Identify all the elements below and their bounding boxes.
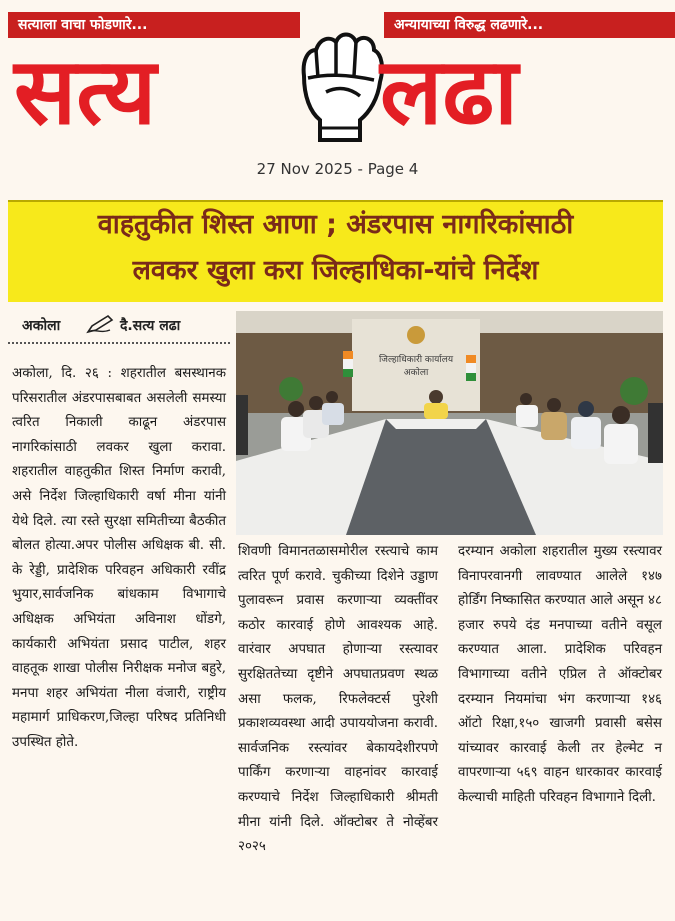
article-column-3: दरम्यान अकोला शहरातील मुख्य रस्त्यावर विनापरवानगी लावण्यात आलेले १४७ होर्डिंग निष्कासित करण्यात आले असून ४८ हजार रुपये दंड मनपाच्या वतीने वसूल करण्यात आला. प्रादेशिक परिवहन विभागाच्या वतीने एप्रिल ते ऑक्टोबर दरम्यान नियमांचा भंग करणाऱ्या १४६ ऑटो रिक्षा,१५० खाजगी प्रवासी बसेस यांच्यावर कारवाई केली तर हेल्मेट न वापरणाऱ्या ५६९ वाहन धारकावर कारवाई केल्याची माहिती परिवहन विभागाने दिली. <box>458 544 662 805</box>
byline-place: अकोला <box>22 318 61 334</box>
article-column-2: शिवणी विमानतळासमोरील रस्त्याचे काम त्वरित पूर्ण करावे. चुकीच्या दिशेने उड्डाण पुलावरून प्रवास करणाऱ्या व्यक्तींवर कठोर कारवाई होणे आवश्यक आहे. वारंवार अपघात होणाऱ्या रस्त्यावर सुरक्षिततेच्या दृष्टीने अपघातप्रवण स्थळ असा फलक, रिफलेक्टर्स पुरेशी प्रकाशव्यवस्था आदी उपाययोजना करावी. सार्वजनिक रस्त्यांवर बेकायदेशीरपणे पार्किंग करणाऱ्या वाहनांवर कारवाई करण्याचे निर्देश जिल्हाधिकारी श्रीमती मीना यांनी दिले. ऑक्टोबर ते नोव्हेंबर २०२५ <box>238 544 438 855</box>
emblem-icon <box>407 326 425 344</box>
photo-board-line2: अकोला <box>403 368 429 378</box>
tagline-right: अन्यायाच्या विरुद्ध लढणारे... <box>384 12 675 38</box>
article-headline <box>8 200 663 302</box>
masthead <box>0 0 675 178</box>
byline <box>8 308 230 344</box>
meeting-photo <box>236 311 663 535</box>
tagline-left: सत्याला वाचा फोडणारे... <box>8 12 300 38</box>
page-date: 27 Nov 2025 - Page 4 <box>256 160 419 178</box>
masthead-title-left: सत्य <box>14 37 157 145</box>
headline-line-2: लवकर खुला करा जिल्हाधिका-यांचे निर्देश <box>132 255 539 286</box>
byline-paper: दै.सत्य लढा <box>120 318 181 334</box>
masthead-title-right: लढा <box>380 37 519 145</box>
headline-line-1: वाहतुकीत शिस्त आणा ; अंडरपास नागरिकांसाठी <box>97 209 574 240</box>
pen-icon <box>86 314 114 334</box>
raised-fist-icon <box>286 20 390 144</box>
photo-board-line1: जिल्हाधिकारी कार्यालय <box>378 355 454 365</box>
article-column-1: अकोला, दि. २६ : शहरातील बसस्थानक परिसरातील अंडरपासबाबत असलेली समस्या त्वरित निकाली काढून अंडरपास नागरिकांसाठी लवकर खुला करावा. शहरातील वाहतुकीत शिस्त निर्माण करावी, असे निर्देश जिल्हाधिकारी वर्षा मीना यांनी येथे दिले. त्या रस्ते सुरक्षा समितीच्या बैठकीत बोलत होत्या.अपर पोलीस अधिक्षक बी. सी. के रेड्डी, प्रादेशिक परिवहन अधिकारी रवींद्र भुयार,सार्वजनिक बांधकाम विभागाचे अधिक्षक अभियंता अविनाश धोंडगे, कार्यकारी अभियंता प्रसाद पाटील, शहर वाहतूक शाखा पोलीस निरीक्षक मनोज बहुरे, मनपा शहर अभियंता नीला वंजारी, राष्ट्रीय महामार्ग प्राधिकरण,जिल्हा परिषद प्रतिनिधी उपस्थित होते. <box>12 366 226 750</box>
